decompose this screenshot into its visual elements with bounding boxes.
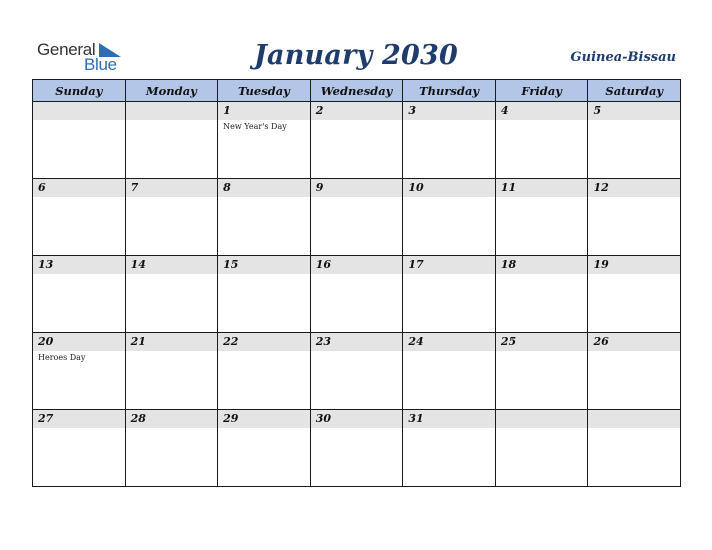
- weekday-header-thursday: Thursday: [403, 80, 496, 102]
- day-number: 22: [223, 335, 239, 348]
- date-band: [588, 179, 680, 197]
- weekday-header-tuesday: Tuesday: [218, 80, 311, 102]
- date-band: [403, 256, 495, 274]
- logo-text-blue: Blue: [84, 55, 117, 74]
- empty-day-cell: [33, 102, 126, 179]
- day-number: 31: [408, 412, 424, 425]
- day-cell-8: [218, 179, 311, 256]
- weekday-header-friday: Friday: [496, 80, 589, 102]
- date-band: [311, 179, 403, 197]
- day-number: 28: [130, 412, 146, 425]
- day-cell-17: [403, 256, 496, 333]
- date-band: [33, 179, 125, 197]
- day-cell-5: [588, 102, 681, 179]
- day-cell-21: [126, 333, 219, 410]
- day-cell-25: [496, 333, 589, 410]
- day-number: 17: [408, 258, 424, 271]
- day-cell-28: [126, 410, 219, 487]
- day-number: 15: [223, 258, 239, 271]
- day-number: 26: [593, 335, 609, 348]
- country-name: Guinea-Bissau: [570, 50, 676, 65]
- day-number: 4: [500, 104, 509, 117]
- day-number: 3: [408, 104, 416, 117]
- week-row: [33, 410, 681, 487]
- date-band: [126, 179, 218, 197]
- date-band: [311, 256, 403, 274]
- day-cell-7: [126, 179, 219, 256]
- date-band: [218, 410, 310, 428]
- day-number: 10: [408, 181, 424, 194]
- date-band: [496, 256, 588, 274]
- day-cell-6: [33, 179, 126, 256]
- date-band: [33, 102, 125, 120]
- day-number: 1: [223, 104, 231, 117]
- date-band: [496, 102, 588, 120]
- date-band: [588, 333, 680, 351]
- date-band: [126, 256, 218, 274]
- date-band: [588, 256, 680, 274]
- date-band: [496, 410, 588, 428]
- week-row: [33, 179, 681, 256]
- day-cell-19: [588, 256, 681, 333]
- empty-day-cell: [588, 410, 681, 487]
- day-number: 5: [593, 104, 602, 117]
- day-number: 13: [38, 258, 54, 271]
- weekday-header-monday: Monday: [126, 80, 219, 102]
- day-number: 19: [593, 258, 609, 271]
- day-cell-11: [496, 179, 589, 256]
- week-row: [33, 333, 681, 410]
- date-band: [403, 102, 495, 120]
- day-number: 11: [500, 181, 517, 194]
- day-cell-22: [218, 333, 311, 410]
- day-cell-1: [218, 102, 311, 179]
- day-number: 27: [38, 412, 54, 425]
- date-band: [218, 179, 310, 197]
- day-cell-13: [33, 256, 126, 333]
- date-band: [403, 333, 495, 351]
- day-cell-24: [403, 333, 496, 410]
- holiday-label: New Year's Day: [223, 122, 287, 131]
- day-number: 24: [408, 335, 424, 348]
- date-band: [311, 410, 403, 428]
- day-number: 21: [130, 335, 146, 348]
- empty-day-cell: [126, 102, 219, 179]
- date-band: [126, 410, 218, 428]
- date-band: [218, 102, 310, 120]
- day-cell-29: [218, 410, 311, 487]
- day-cell-9: [311, 179, 404, 256]
- day-number: 7: [130, 181, 139, 194]
- date-band: [33, 256, 125, 274]
- date-band: [126, 333, 218, 351]
- day-cell-23: [311, 333, 404, 410]
- day-cell-26: [588, 333, 681, 410]
- logo-text-general: General: [37, 40, 96, 59]
- day-cell-20: [33, 333, 126, 410]
- day-cell-4: [496, 102, 589, 179]
- day-cell-16: [311, 256, 404, 333]
- day-cell-12: [588, 179, 681, 256]
- weekday-header-sunday: Sunday: [33, 80, 126, 102]
- date-band: [403, 179, 495, 197]
- day-cell-3: [403, 102, 496, 179]
- day-number: 20: [38, 335, 54, 348]
- date-band: [496, 333, 588, 351]
- day-number: 6: [38, 181, 46, 194]
- day-number: 23: [315, 335, 332, 348]
- day-cell-30: [311, 410, 404, 487]
- weekday-header-saturday: Saturday: [588, 80, 681, 102]
- date-band: [588, 102, 680, 120]
- day-number: 14: [130, 258, 146, 271]
- day-number: 9: [315, 181, 324, 194]
- day-cell-2: [311, 102, 404, 179]
- day-cell-27: [33, 410, 126, 487]
- date-band: [403, 410, 495, 428]
- date-band: [311, 102, 403, 120]
- day-number: 29: [223, 412, 239, 425]
- date-band: [588, 410, 680, 428]
- day-number: 8: [223, 181, 231, 194]
- date-band: [218, 333, 310, 351]
- day-number: 18: [500, 258, 517, 271]
- week-row: [33, 102, 681, 179]
- calendar-grid: [32, 79, 681, 487]
- date-band: [311, 333, 403, 351]
- date-band: [33, 333, 125, 351]
- weekday-header-row: [33, 80, 681, 102]
- day-cell-31: [403, 410, 496, 487]
- day-number: 12: [593, 181, 609, 194]
- weekday-header-wednesday: Wednesday: [311, 80, 404, 102]
- empty-day-cell: [496, 410, 589, 487]
- day-cell-14: [126, 256, 219, 333]
- date-band: [126, 102, 218, 120]
- date-band: [33, 410, 125, 428]
- date-band: [218, 256, 310, 274]
- day-cell-18: [496, 256, 589, 333]
- calendar-title: January 2030: [254, 40, 458, 71]
- holiday-label: Heroes Day: [38, 353, 86, 362]
- day-number: 30: [315, 412, 332, 425]
- day-number: 16: [315, 258, 332, 271]
- day-cell-15: [218, 256, 311, 333]
- day-number: 2: [315, 104, 324, 117]
- week-row: [33, 256, 681, 333]
- day-cell-10: [403, 179, 496, 256]
- date-band: [496, 179, 588, 197]
- day-number: 25: [500, 335, 517, 348]
